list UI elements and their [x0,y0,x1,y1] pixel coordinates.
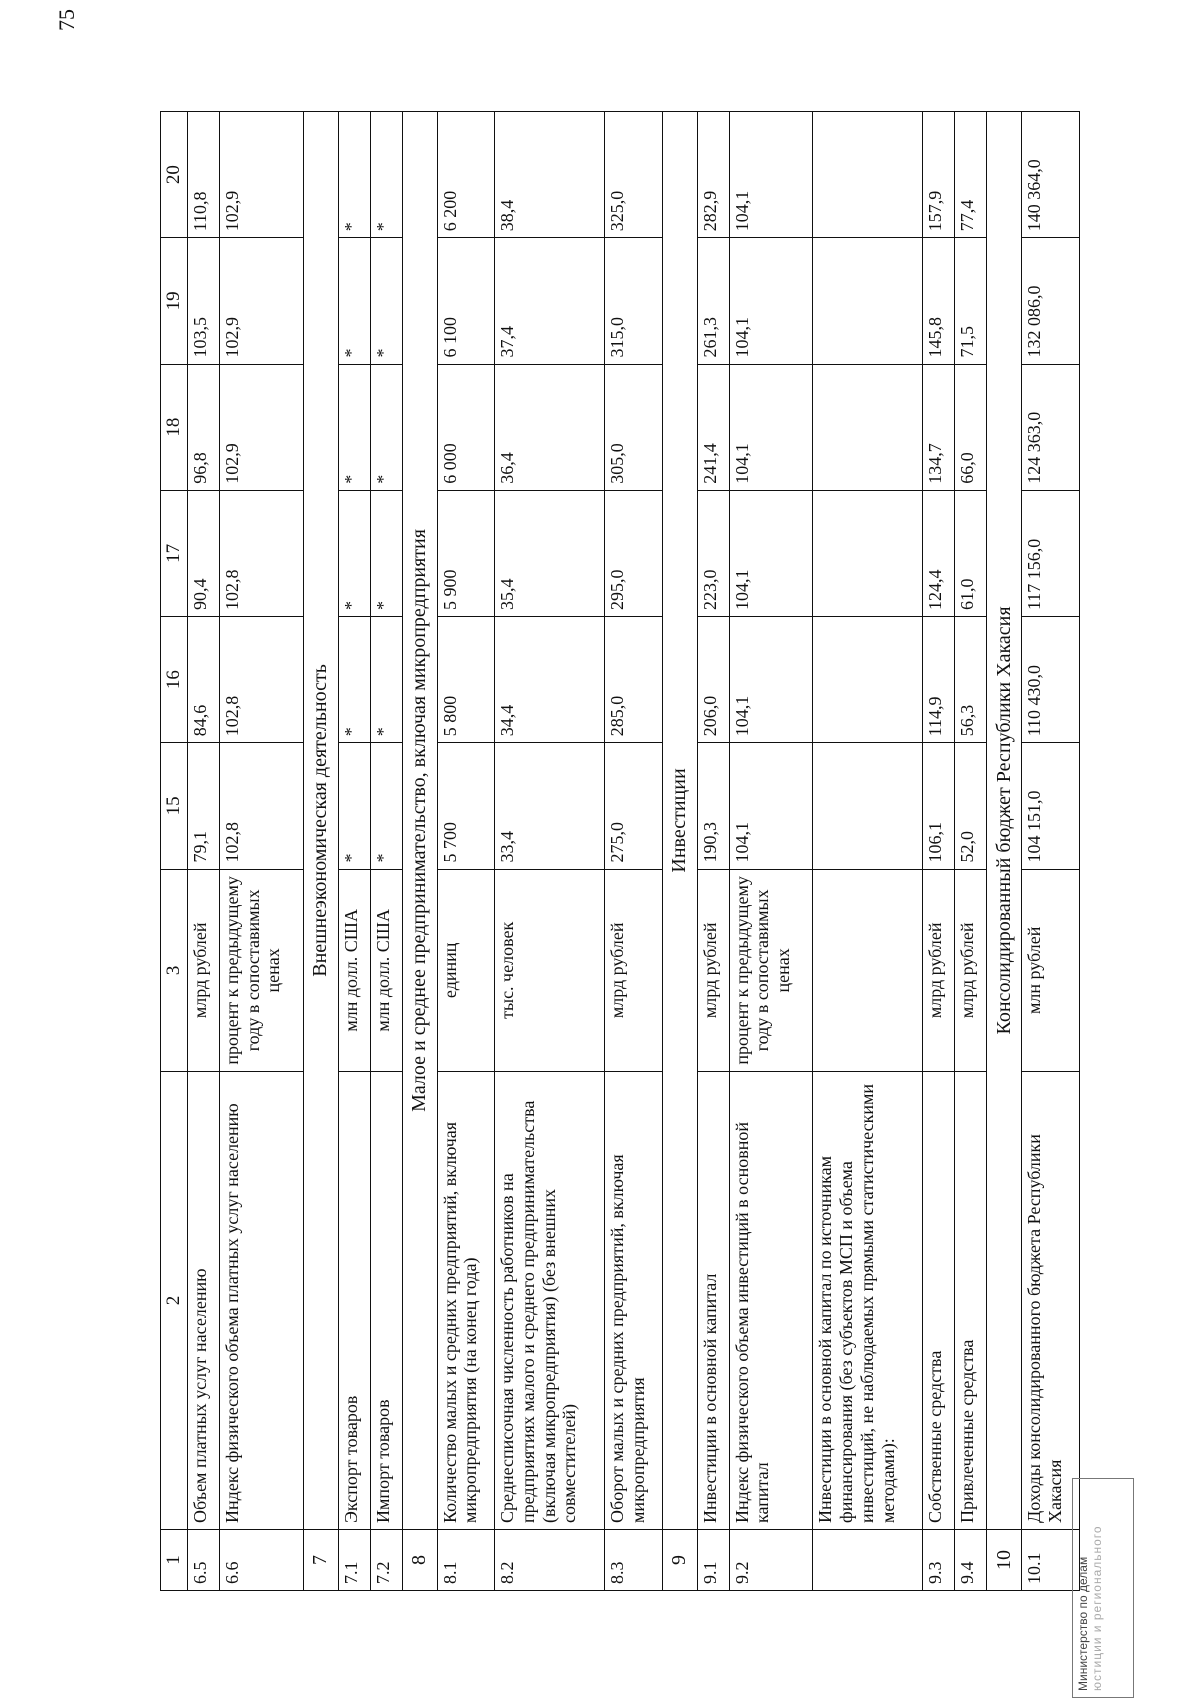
indicator-name: Привлеченные средства [955,1072,987,1530]
value-cell: 52,0 [955,743,987,869]
row-number: 8.2 [495,1529,605,1590]
table-row [495,112,605,1591]
section-title: Малое и среднее предпринимательство, включая микропредприятия [402,112,437,1530]
value-cell: * [338,617,370,743]
unit-cell: млрд рублей [697,869,729,1072]
header-cell: 19 [161,238,188,364]
section-title: Инвестиции [662,112,697,1530]
value-cell [813,364,923,490]
value-cell: 285,0 [604,617,662,743]
value-cell: 190,3 [697,743,729,869]
indicator-name: Объем платных услуг населению [187,1072,219,1530]
value-cell: 6 000 [437,364,495,490]
value-cell: 103,5 [187,238,219,364]
indicator-name: Индекс физического объема платных услуг населению [219,1072,303,1530]
registration-stamp [1072,1478,1134,1698]
value-cell: 132 086,0 [1022,238,1080,364]
row-number [813,1529,923,1590]
row-number: 8.1 [437,1529,495,1590]
table-row [219,112,303,1591]
section-row [987,112,1022,1591]
section-row [402,112,437,1591]
value-cell: 6 200 [437,112,495,238]
value-cell: 102,9 [219,112,303,238]
indicator-name: Индекс физического объема инвестиций в основной капитал [729,1072,813,1530]
row-number: 9.2 [729,1529,813,1590]
value-cell: 223,0 [697,490,729,616]
unit-cell: процент к предыдущему году в сопоставимых ценах [729,869,813,1072]
value-cell: 110,8 [187,112,219,238]
header-row [161,112,188,1591]
value-cell: 261,3 [697,238,729,364]
value-cell: 38,4 [495,112,605,238]
table-row [813,112,923,1591]
table-row [729,112,813,1591]
value-cell: 140 364,0 [1022,112,1080,238]
unit-cell: млн рублей [1022,869,1080,1072]
row-number: 9 [662,1529,697,1590]
header-cell: 15 [161,743,188,869]
value-cell: 145,8 [922,238,954,364]
value-cell [813,112,923,238]
value-cell: * [370,238,402,364]
table-row [604,112,662,1591]
value-cell: 71,5 [955,238,987,364]
table-row [187,112,219,1591]
value-cell: 104,1 [729,617,813,743]
value-cell: 33,4 [495,743,605,869]
indicator-name: Собственные средства [922,1072,954,1530]
indicators-table [160,111,1080,1591]
value-cell: 84,6 [187,617,219,743]
value-cell: 102,9 [219,238,303,364]
value-cell: * [370,617,402,743]
indicator-name: Инвестиции в основной капитал [697,1072,729,1530]
value-cell: 102,8 [219,743,303,869]
value-cell: 36,4 [495,364,605,490]
value-cell: * [338,364,370,490]
unit-cell: тыс. человек [495,869,605,1072]
indicator-name: Оборот малых и средних предприятий, включая микропредприятия [604,1072,662,1530]
page-number: 75 [54,9,79,31]
unit-cell: млрд рублей [187,869,219,1072]
indicator-name: Среднесписочная численность работников на предприятиях малого и среднего предпринимательства (включая микропредприятия) (без внешних совместителей) [495,1072,605,1530]
header-cell: 16 [161,617,188,743]
table-row [922,112,954,1591]
value-cell: 157,9 [922,112,954,238]
value-cell: 79,1 [187,743,219,869]
row-number: 7.1 [338,1529,370,1590]
stamp-line: Министерство по делам [1076,1556,1090,1691]
value-cell: 282,9 [697,112,729,238]
value-cell: 6 100 [437,238,495,364]
row-number: 8.3 [604,1529,662,1590]
value-cell: 5 700 [437,743,495,869]
row-number: 9.3 [922,1529,954,1590]
section-row [303,112,338,1591]
value-cell: * [370,364,402,490]
header-cell: 20 [161,112,188,238]
unit-cell [813,869,923,1072]
row-number: 7.2 [370,1529,402,1590]
value-cell: 34,4 [495,617,605,743]
section-title: Внешнеэкономическая деятельность [303,112,338,1530]
value-cell: 61,0 [955,490,987,616]
value-cell [813,238,923,364]
value-cell: 206,0 [697,617,729,743]
unit-cell: млн долл. США [370,869,402,1072]
value-cell: 96,8 [187,364,219,490]
row-number: 9.1 [697,1529,729,1590]
unit-cell: процент к предыдущему году в сопоставимых ценах [219,869,303,1072]
header-cell: 1 [161,1529,188,1590]
value-cell: 77,4 [955,112,987,238]
value-cell: 104,1 [729,238,813,364]
value-cell: 5 900 [437,490,495,616]
value-cell: 275,0 [604,743,662,869]
indicator-name: Импорт товаров [370,1072,402,1530]
value-cell: 102,9 [219,364,303,490]
table-row [338,112,370,1591]
row-number: 7 [303,1529,338,1590]
table-row [697,112,729,1591]
value-cell: 102,8 [219,490,303,616]
indicator-name: Доходы консолидированного бюджета Республики Хакасия [1022,1072,1080,1530]
value-cell: 110 430,0 [1022,617,1080,743]
unit-cell: единиц [437,869,495,1072]
value-cell: 124,4 [922,490,954,616]
value-cell: * [338,112,370,238]
section-title: Консолидированный бюджет Республики Хакасия [987,112,1022,1530]
value-cell: 35,4 [495,490,605,616]
value-cell: 104,1 [729,743,813,869]
indicator-name: Количество малых и средних предприятий, включая микропредприятия (на конец года) [437,1072,495,1530]
value-cell: 106,1 [922,743,954,869]
value-cell: * [370,743,402,869]
value-cell: * [338,490,370,616]
value-cell: 295,0 [604,490,662,616]
unit-cell: млрд рублей [922,869,954,1072]
value-cell: * [338,743,370,869]
value-cell: 104,1 [729,364,813,490]
value-cell: 56,3 [955,617,987,743]
value-cell: * [370,490,402,616]
unit-cell: млн долл. США [338,869,370,1072]
value-cell: 241,4 [697,364,729,490]
header-cell: 17 [161,490,188,616]
value-cell: * [338,238,370,364]
value-cell: 90,4 [187,490,219,616]
value-cell: 102,8 [219,617,303,743]
row-number: 10 [987,1529,1022,1590]
value-cell: 104 151,0 [1022,743,1080,869]
row-number: 6.5 [187,1529,219,1590]
indicators-table-container [160,111,1080,1591]
row-number: 8 [402,1529,437,1590]
table-body [187,112,1079,1591]
unit-cell: млрд рублей [955,869,987,1072]
value-cell: 315,0 [604,238,662,364]
value-cell: 104,1 [729,112,813,238]
table-row [370,112,402,1591]
value-cell: 325,0 [604,112,662,238]
indicator-name: Экспорт товаров [338,1072,370,1530]
value-cell: * [370,112,402,238]
value-cell: 104,1 [729,490,813,616]
value-cell: 305,0 [604,364,662,490]
value-cell: 5 800 [437,617,495,743]
row-number: 9.4 [955,1529,987,1590]
value-cell: 114,9 [922,617,954,743]
header-cell: 3 [161,869,188,1072]
indicator-name: Инвестиции в основной капитал по источникам финансирования (без субъектов МСП и объема инвестиций, не наблюдаемых прямыми статистическими методами): [813,1072,923,1530]
value-cell: 37,4 [495,238,605,364]
unit-cell: млрд рублей [604,869,662,1072]
table-row [1022,112,1080,1591]
table-row [437,112,495,1591]
header-cell: 18 [161,364,188,490]
value-cell [813,490,923,616]
value-cell: 66,0 [955,364,987,490]
stamp-line: юстиции и регионального [1090,1525,1104,1691]
table-row [955,112,987,1591]
value-cell: 124 363,0 [1022,364,1080,490]
value-cell [813,617,923,743]
value-cell: 117 156,0 [1022,490,1080,616]
section-row [662,112,697,1591]
row-number: 6.6 [219,1529,303,1590]
value-cell [813,743,923,869]
header-cell: 2 [161,1072,188,1530]
row-number: 10.1 [1022,1529,1080,1590]
value-cell: 134,7 [922,364,954,490]
